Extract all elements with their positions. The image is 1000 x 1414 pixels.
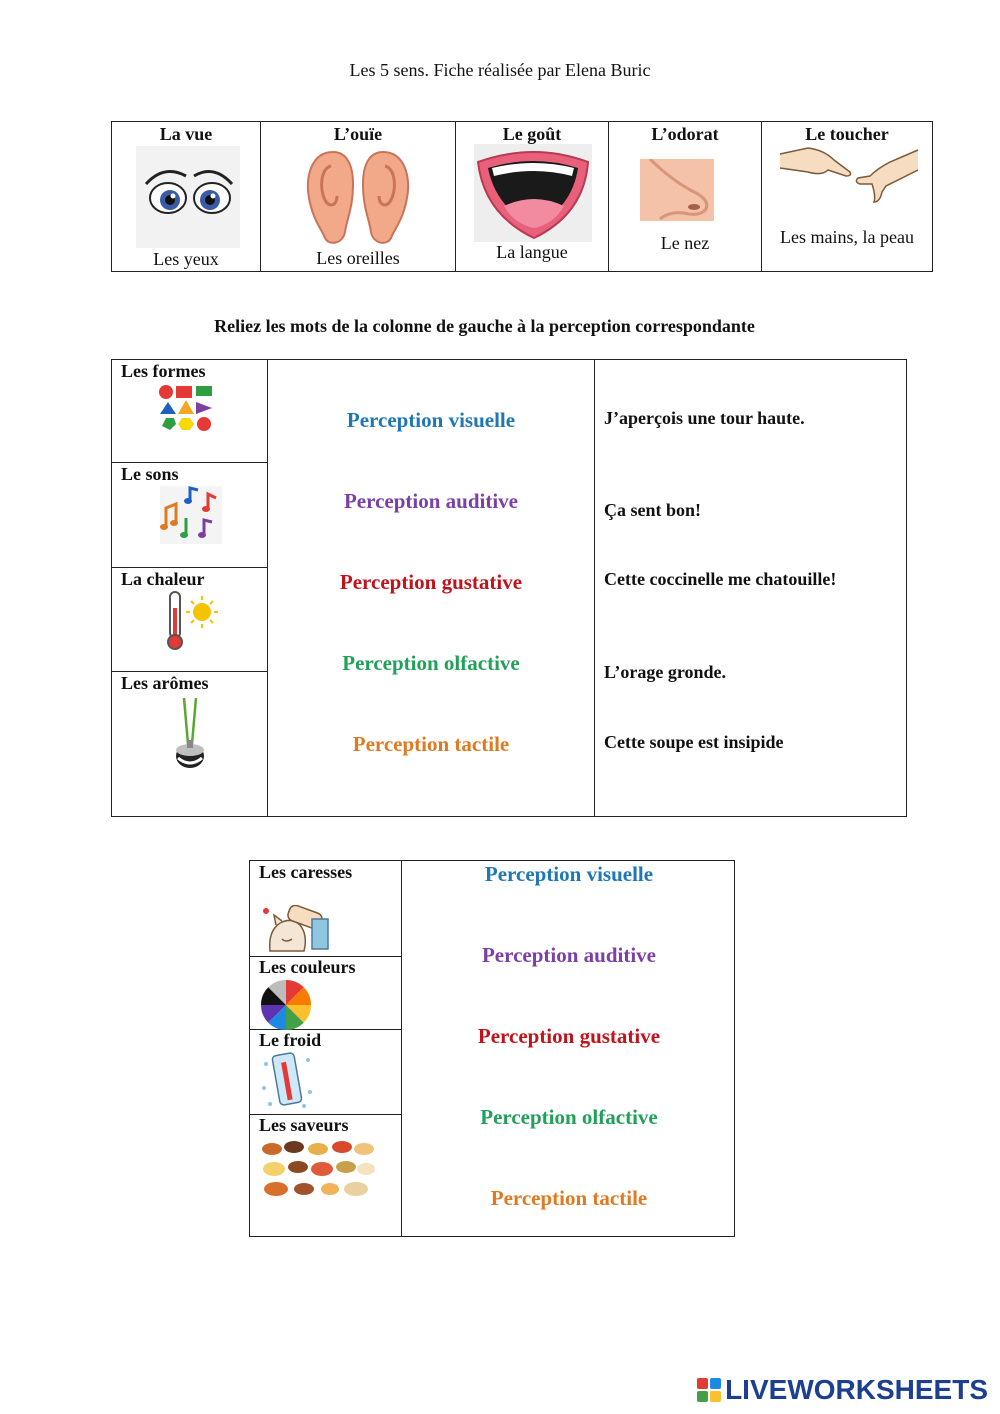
sense-cell-toucher xyxy=(762,122,932,271)
word-chaleur[interactable]: La chaleur xyxy=(121,569,205,589)
sense-organ: Les mains, la peau xyxy=(780,227,914,247)
word-aromes[interactable]: Les arômes xyxy=(121,673,209,693)
sense-cell-ouie xyxy=(261,122,456,271)
mouth-icon xyxy=(474,144,592,242)
thermometer-sun-icon xyxy=(160,590,220,650)
perception-visuelle[interactable]: Perception visuelle xyxy=(346,408,516,432)
senses-table xyxy=(111,121,933,272)
matching-table-2 xyxy=(249,860,735,1237)
nose-icon xyxy=(640,159,714,221)
hands-icon xyxy=(778,146,920,204)
word-caresses[interactable]: Les caresses xyxy=(259,862,353,882)
sense-cell-vue xyxy=(112,122,261,271)
perception-auditive[interactable]: Perception auditive xyxy=(481,943,656,967)
cold-thermometer-icon xyxy=(260,1052,314,1110)
phrase[interactable]: Cette coccinelle me chatouille! xyxy=(604,569,837,589)
perception-olfactive[interactable]: Perception olfactive xyxy=(480,1105,658,1129)
instruction: Reliez les mots de la colonne de gauche à la perception correspondante xyxy=(214,316,755,336)
phrase[interactable]: Cette soupe est insipide xyxy=(604,732,784,752)
logo-text: LIVEWORKSHEETS xyxy=(725,1374,988,1405)
logo-mark-icon xyxy=(697,1378,721,1402)
color-wheel-icon xyxy=(260,979,312,1031)
perception-tactile[interactable]: Perception tactile xyxy=(352,732,510,756)
word-sons[interactable]: Le sons xyxy=(121,464,179,484)
sense-title: La vue xyxy=(159,124,213,144)
phrase[interactable]: Ça sent bon! xyxy=(604,500,702,520)
sense-title: L’ouïe xyxy=(333,124,383,144)
petting-cat-icon xyxy=(260,905,330,953)
perception-auditive[interactable]: Perception auditive xyxy=(343,489,518,513)
sense-organ: Les yeux xyxy=(153,249,219,269)
phrase[interactable]: L’orage gronde. xyxy=(604,662,727,682)
incense-diffuser-icon xyxy=(170,696,210,772)
sense-title: Le toucher xyxy=(805,124,889,144)
sense-organ: Les oreilles xyxy=(316,248,400,268)
word-saveurs[interactable]: Les saveurs xyxy=(259,1115,349,1135)
word-formes[interactable]: Les formes xyxy=(121,361,206,381)
perception-visuelle[interactable]: Perception visuelle xyxy=(484,862,654,886)
sense-title: L’odorat xyxy=(651,124,719,144)
perception-olfactive[interactable]: Perception olfactive xyxy=(342,651,520,675)
perception-tactile[interactable]: Perception tactile xyxy=(490,1186,648,1210)
sense-title: Le goût xyxy=(502,124,562,144)
perception-gustative[interactable]: Perception gustative xyxy=(339,570,523,594)
music-notes-icon xyxy=(160,486,222,544)
ears-icon xyxy=(303,148,413,246)
page-title: Les 5 sens. Fiche réalisée par Elena Buric xyxy=(349,60,651,80)
perception-gustative[interactable]: Perception gustative xyxy=(477,1024,661,1048)
sense-cell-odorat xyxy=(609,122,762,271)
eyes-icon xyxy=(136,146,240,248)
liveworksheets-logo xyxy=(697,1374,988,1406)
shapes-icon xyxy=(158,384,214,432)
matching-table-1 xyxy=(111,359,907,817)
food-icon xyxy=(260,1139,378,1201)
sense-organ: La langue xyxy=(496,242,568,262)
sense-organ: Le nez xyxy=(660,233,710,253)
word-couleurs[interactable]: Les couleurs xyxy=(259,957,356,977)
phrase[interactable]: J’aperçois une tour haute. xyxy=(604,408,805,428)
word-froid[interactable]: Le froid xyxy=(259,1030,322,1050)
sense-cell-gout xyxy=(456,122,609,271)
